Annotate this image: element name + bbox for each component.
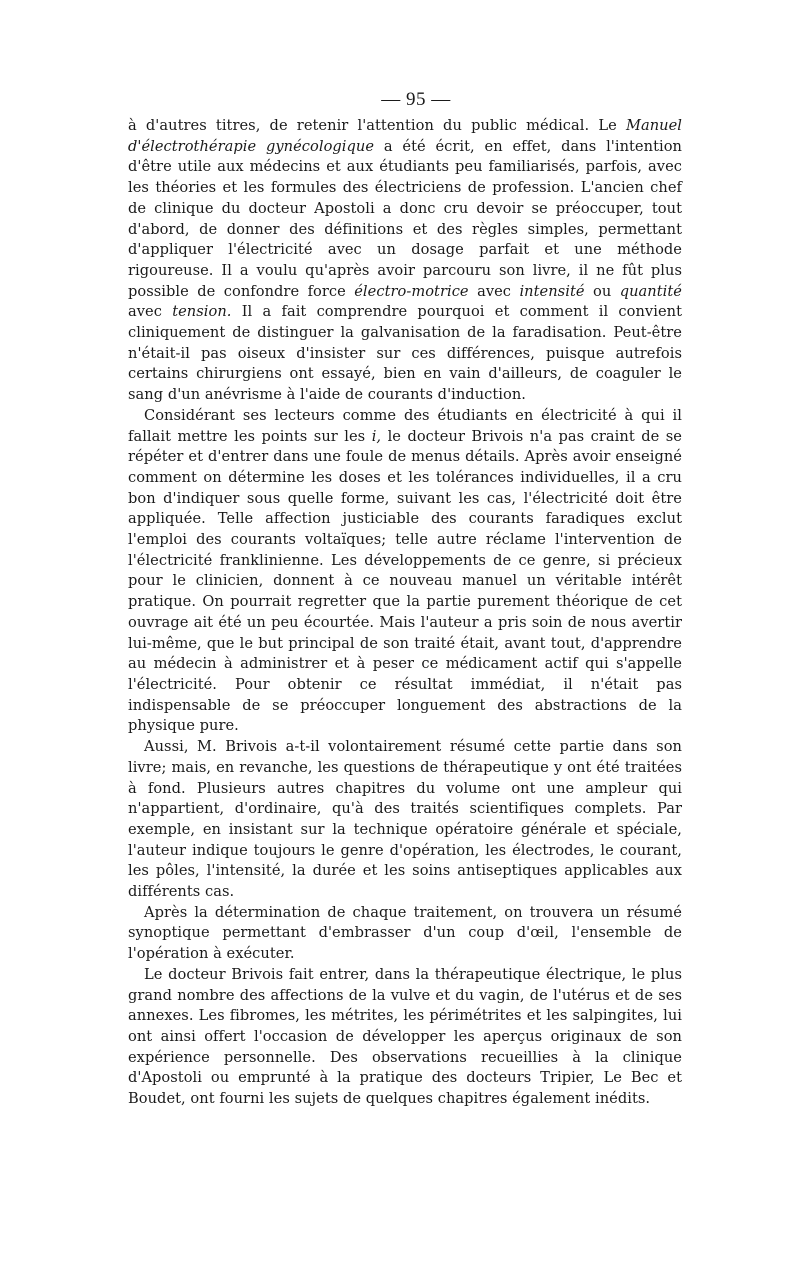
book-page [128,88,682,1110]
paragraph-2 [128,406,682,737]
paragraph-4: Après la détermination de chaque traitement, on trouvera un résumé synoptique permettant d'embrasser d'un coup d'œil, l'ensemble de l'opération à exécuter. [128,903,682,963]
paragraph-1-text-1: à d'autres titres, de retenir l'attention du public médical. Le [128,117,626,134]
term-tension: tension. [172,303,232,321]
paragraph-2-text-1: Considérant ses lecteurs comme des étudiants en électricité à qui il fallait mettre les points sur les [128,406,682,445]
paragraph-3: Aussi, M. Brivois a-t-il volontairement résumé cette partie dans son livre; mais, en revanche, les questions de thérapeutique y ont été traitées à fond. Plusieurs autres chapitres du volume ont une ampleur qui n'appartient, d'ordinaire, qu'à des traités scientifiques complets. Par exemple, en insistant sur la technique opératoire générale et spéciale, l'auteur indique toujours le genre d'opération, les électrodes, le courant, les pôles, l'intensité, la durée et les soins antiseptiques applicables aux différents cas. [128,738,682,901]
term-quantite: quantité [619,282,682,300]
term-i: i, [371,427,382,445]
paragraph-1-text-2: a été écrit, en effet, dans l'intention d'être utile aux médecins et aux étudiants peu familiarisés, parfois, avec les théories et les formules des électriciens de profession. L'ancien chef de clinique du docteur Apostoli a donc cru devoir se préoccuper, tout d'abord, de donner des définitions et des règles simples, permettant d'appliquer l'électricité avec un dosage parfait et une méthode rigoureuse. Il a voulu qu'après avoir parcouru son livre, il ne fût plus possible de confondre force [128,137,682,300]
paragraph-2-text-2: le docteur Brivois n'a pas craint de se répéter et d'entrer dans une foule de menus détails. Après avoir enseigné comment on détermine les doses et les tolérances individuelles, il a cru bon d'indiquer sous quelle forme, suivant les cas, l'électricité doit être appliquée. Telle affection justiciable des courants faradiques exclut l'emploi des courants voltaïques; telle autre réclame l'intervention de l'électricité franklinienne. Les développements de ce genre, si précieux pour le clinicien, donnent à ce nouveau manuel un véritable intérêt pratique. On pourrait regretter que la partie purement théorique de cet ouvrage ait été un peu écourtée. Mais l'auteur a pris soin de nous avertir lui-même, que le but principal de son traité était, avant tout, d'apprendre au médecin à administrer et à peser ce médicament actif qui s'appelle l'électricité. Pour obtenir ce résultat immédiat, il n'était pas indispensable de se préoccuper longuement des abstractions de la physique pure. [128,427,682,735]
paragraph-1-text-6: Il a fait comprendre pourquoi et comment il convient cliniquement de distinguer la galvanisation de la faradisation. Peut-être n'était-il pas oiseux d'insister sur ces différences, puisque autrefois certains chirurgiens ont essayé, bien en vain d'ailleurs, de coaguler le sang d'un anévrisme à l'aide de courants d'induction. [128,303,682,404]
paragraph-1-text-4: ou [584,282,620,300]
paragraph-1 [128,116,682,406]
term-intensite: intensité [519,282,585,300]
book-title-italic: Manuel d'électrothérapie gynécologique [128,117,682,155]
paragraph-1-text-3: avec [468,282,520,300]
paragraph-1-text-5: avec [128,303,173,321]
term-electro-motrice: électro-motrice [354,282,469,300]
page-number: — 95 — [381,89,451,110]
paragraph-5: Le docteur Brivois fait entrer, dans la thérapeutique électrique, le plus grand nombre des affections de la vulve et du vagin, de l'utérus et de ses annexes. Les fibromes, les métrites, les périmétrites et les salpingites, lui ont ainsi offert l'occasion de développer les aperçus originaux de son expérience personnelle. Des observations recueillies à la clinique d'Apostoli ou emprunté à la pratique des docteurs Tripier, Le Bec et Boudet, ont fourni les sujets de quelques chapitres également inédits. [128,965,682,1108]
